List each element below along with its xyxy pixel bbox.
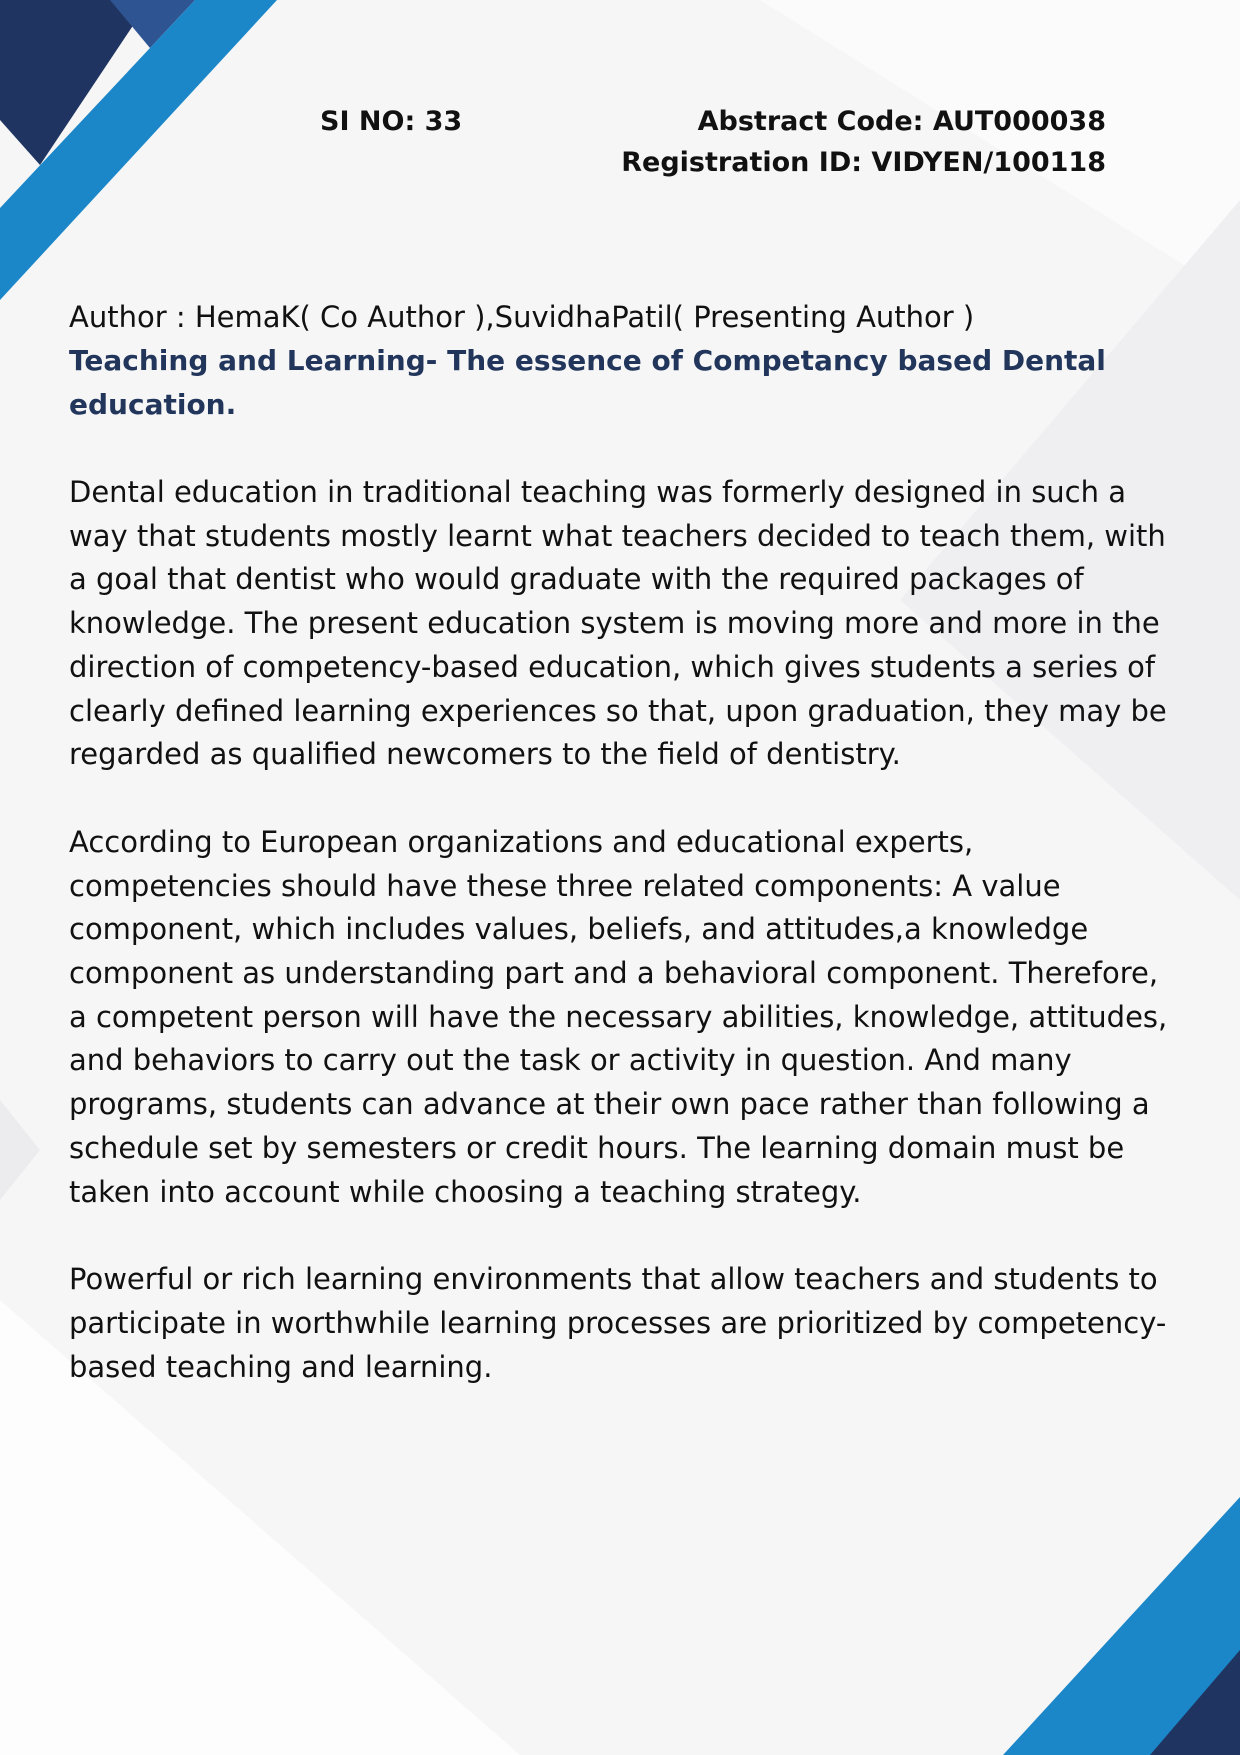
author-line: Author : HemaK( Co Author ),SuvidhaPatil( Presenting Author ) [69,300,975,334]
abstract-body [69,295,1179,1389]
codes-block [621,101,1106,183]
bg-light-facet-left [0,1100,40,1200]
paragraph-2: According to European organizations and educational experts, competencies should have these three related components: A value component, which includes values, beliefs, and attitudes,a knowledge component as understanding part and a behavioral component. Therefore, a competent person will have the necessary abilities, knowledge, attitudes, and behaviors to carry out the task or activity in question. And many programs, students can advance at their own pace rather than following a schedule set by semesters or credit hours. The learning domain must be taken into account while choosing a teaching strategy. [69,824,1168,1209]
paragraph-1: Dental education in traditional teaching was formerly designed in such a way that students mostly learnt what teachers decided to teach them, with a goal that dentist who would graduate with the required packages of knowledge. The present education system is moving more and more in the direction of competency-based education, which gives students a series of clearly defined learning experiences so that, upon graduation, they may be regarded as qualified newcomers to the field of dentistry. [69,475,1167,772]
paragraph-3: Powerful or rich learning environments that allow teachers and students to participate in worthwhile learning processes are prioritized by competency-based teaching and learning. [69,1262,1167,1384]
registration-id: Registration ID: VIDYEN/100118 [621,147,1106,178]
serial-number: SI NO: 33 [320,106,463,137]
abstract-code: Abstract Code: AUT000038 [697,106,1106,137]
abstract-title: Teaching and Learning- The essence of Competancy based Dental education. [69,344,1106,421]
